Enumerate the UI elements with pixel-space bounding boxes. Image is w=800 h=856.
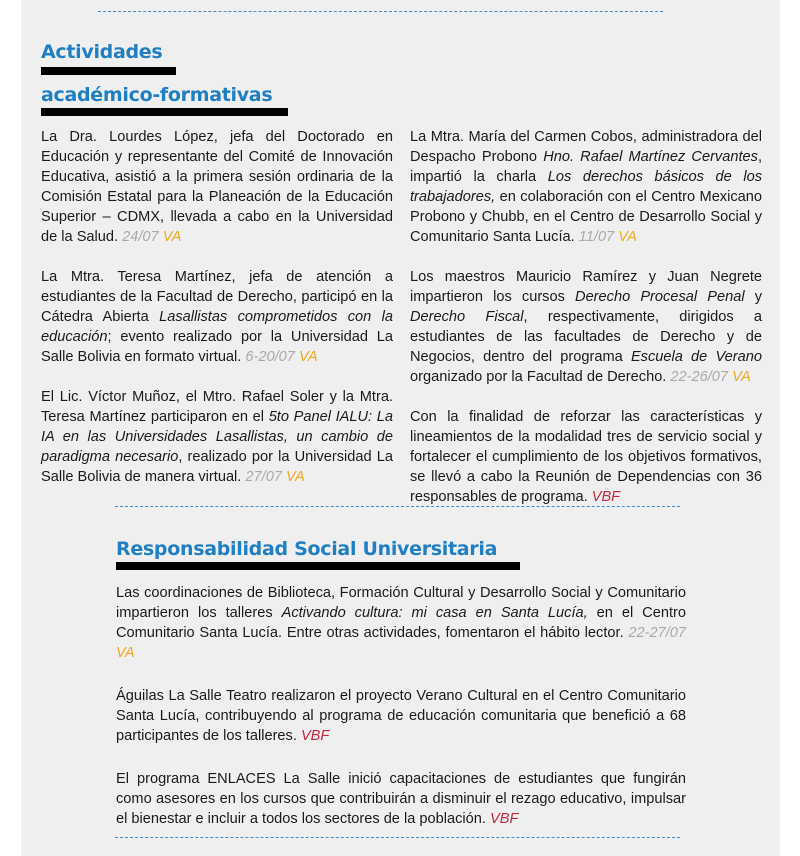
- news-item: [410, 407, 762, 507]
- author-tag: VBF: [300, 728, 330, 744]
- body-text: ; evento realizado por la Universidad La Salle Bolivia en formato virtual.: [41, 329, 393, 365]
- body-text: en colaboración con el Centro Mexicano Probono y Chubb, en el Centro de Desarrollo Social y Comunitario Santa Lucía.: [410, 189, 762, 245]
- body-text: La Dra. Lourdes López, jefa del Doctorado en Educación y representante del Comité de Innovación Educativa, asistió a la primera sesión ordinaria de la Comisión Estatal para la Planeación de la Educación Superior – CDMX, llevada a cabo en la Universidad de la Salud.: [41, 129, 393, 245]
- body-text: organizado por la Facultad de Derecho.: [410, 369, 671, 385]
- section-heading-academic-line1: Actividades: [41, 41, 163, 63]
- news-item: [41, 387, 393, 487]
- divider-top: [98, 11, 663, 12]
- author-tag: VA: [618, 229, 637, 245]
- body-text: y: [744, 289, 762, 305]
- body-text: El Lic. Víctor Muñoz, el Mtro. Rafael Soler y la Mtra. Teresa Martínez participaron en el: [41, 389, 393, 425]
- italic-title-text: Hno. Rafael Martínez Cervantes: [543, 149, 758, 165]
- section-heading-social-responsibility: Responsabilidad Social Universitaria: [116, 538, 498, 560]
- heading-underline-bar: [41, 108, 288, 116]
- social-responsibility-items: [116, 583, 686, 852]
- news-item: [41, 267, 393, 367]
- italic-title-text: Activando cultura: mi casa en Santa Lucía,: [281, 605, 588, 621]
- body-text: , impartió la charla: [410, 149, 762, 185]
- news-item: [410, 267, 762, 387]
- author-tag: VA: [298, 349, 318, 365]
- author-tag: VBF: [489, 811, 519, 827]
- author-tag: VA: [286, 469, 305, 485]
- heading-underline-bar: [41, 67, 176, 75]
- body-text: Con la finalidad de reforzar las características y lineamientos de la modalidad tres de servicio social y fortalecer el cumplimiento de los objetivos formativos, se llevó a cabo la Reunión de Dependencias con 36 responsables de programa.: [410, 409, 762, 505]
- news-item: [41, 127, 393, 247]
- section-heading-academic-line2: académico-formativas: [41, 84, 273, 106]
- author-tag: VA: [162, 229, 182, 245]
- item-date: 11/07: [578, 229, 615, 245]
- italic-title-text: Escuela de Verano: [630, 349, 762, 365]
- italic-title-text: Los derechos básicos de los trabajadores,: [410, 169, 762, 205]
- body-text: La Mtra. María del Carmen Cobos, administradora del Despacho Probono: [410, 129, 762, 165]
- body-text: Los maestros Mauricio Ramírez y Juan Negrete impartieron los cursos: [410, 269, 762, 305]
- body-text: en el Centro Comunitario Santa Lucía. Entre otras actividades, fomentaron el hábito lector.: [116, 605, 686, 641]
- body-text: La Mtra. Teresa Martínez, jefa de atención a estudiantes de la Facultad de Derecho, participó en la Cátedra Abierta: [41, 269, 393, 325]
- author-tag: VA: [116, 645, 135, 661]
- news-item: [116, 686, 686, 746]
- divider-middle: [115, 506, 680, 507]
- item-date: 22-26/07: [670, 369, 729, 385]
- body-text: Las coordinaciones de Biblioteca, Formación Cultural y Desarrollo Social y Comunitario impartieron los talleres: [116, 585, 686, 621]
- news-item: [410, 127, 762, 247]
- italic-title-text: 5to Panel IALU: La IA en las Universidades Lasallistas, un cambio de paradigma necesario: [41, 409, 393, 465]
- body-text: , respectivamente, dirigidos a estudiantes de las facultades de Derecho y de Negocios, dentro del programa: [410, 309, 763, 365]
- italic-title-text: Derecho Fiscal: [410, 309, 524, 325]
- item-date: 6-20/07: [245, 349, 295, 365]
- italic-title-text: Derecho Procesal Penal: [575, 289, 745, 305]
- heading-underline-bar: [116, 562, 520, 570]
- author-tag: VBF: [591, 489, 621, 505]
- item-date: 27/07: [245, 469, 282, 485]
- body-text: Águilas La Salle Teatro realizaron el proyecto Verano Cultural en el Centro Comunitario Santa Lucía, contribuyendo al programa de educación comunitaria que benefició a 68 participantes de los talleres.: [116, 688, 686, 744]
- news-item: [116, 583, 686, 663]
- divider-bottom: [115, 837, 680, 838]
- item-date: 22-27/07: [628, 625, 686, 641]
- italic-title-text: Lasallistas comprometidos con la educación: [41, 309, 393, 345]
- body-text: , realizado por la Universidad La Salle Bolivia de manera virtual.: [41, 449, 393, 485]
- right-column: [410, 127, 762, 527]
- newsletter-panel: [21, 0, 780, 856]
- author-tag: VA: [732, 369, 751, 385]
- body-text: El programa ENLACES La Salle inició capacitaciones de estudiantes que fungirán como asesores en los cursos que contribuirán a disminuir el rezago educativo, impulsar el bienestar e incluir a todos los sectores de la población.: [116, 771, 686, 827]
- news-item: [116, 769, 686, 829]
- left-column: [41, 127, 393, 507]
- item-date: 24/07: [122, 229, 159, 245]
